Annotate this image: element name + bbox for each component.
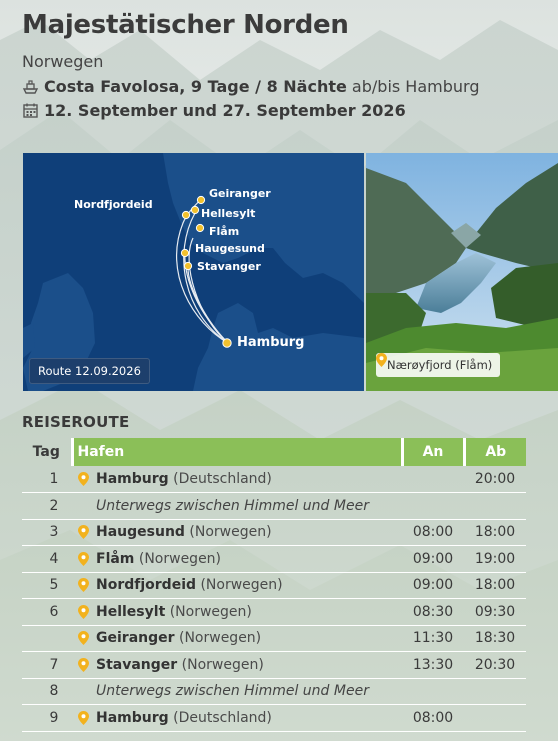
port-country: (Norwegen) [184, 524, 272, 541]
departure-cell: 18:00 [464, 519, 526, 546]
port-name: Stavanger [96, 656, 178, 673]
location-pin-icon [72, 652, 94, 679]
arrival-cell: 09:00 [402, 572, 464, 599]
map-port-label: Haugesund [195, 242, 265, 255]
dates-line [22, 101, 406, 120]
ship-name: Costa Favolosa, 9 Tage / 8 Nächte [44, 77, 347, 96]
departure-cell: 19:00 [464, 546, 526, 573]
port-country: (Deutschland) [168, 709, 272, 726]
departure-cell: 18:30 [464, 625, 526, 652]
port-cell [94, 572, 402, 599]
port-country: (Deutschland) [168, 471, 272, 487]
sea-day-note: Unterwegs zwischen Himmel und Meer [72, 678, 526, 705]
location-pin-icon [72, 572, 94, 599]
table-row [22, 705, 526, 732]
day-cell: 4 [22, 546, 72, 573]
departure-cell: 20:00 [464, 466, 526, 493]
day-cell: 2 [22, 493, 72, 520]
location-pin-icon [72, 519, 94, 546]
travel-dates: 12. September und 27. September 2026 [44, 101, 406, 120]
port-country: (Norwegen) [165, 603, 252, 620]
ship-route-suffix: ab/bis Hamburg [346, 77, 480, 96]
port-cell [94, 466, 402, 493]
arrival-cell: 11:30 [402, 625, 464, 652]
port-country: (Norwegen) [196, 577, 283, 594]
day-cell: 8 [22, 678, 72, 705]
arrival-cell: 08:00 [402, 519, 464, 546]
arrival-cell: 08:00 [402, 705, 464, 732]
port-name: Hamburg [96, 709, 169, 726]
location-pin-icon [72, 625, 94, 652]
port-name: Hellesylt [96, 603, 166, 620]
table-row [22, 625, 526, 652]
port-cell [94, 652, 402, 679]
port-name: Nordfjordeid [96, 577, 197, 594]
map-port-label: Stavanger [197, 260, 261, 273]
port-name: Flåm [96, 550, 135, 567]
port-cell [94, 519, 402, 546]
route-date-badge: Route 12.09.2026 [29, 358, 150, 384]
itinerary-heading: REISEROUTE [22, 413, 130, 431]
photo-caption: Nærøyfjord (Flåm) [387, 358, 493, 372]
ship-line [22, 77, 479, 96]
arrival-cell: 08:30 [402, 599, 464, 626]
location-pin-icon [72, 599, 94, 626]
column-header-departure: Ab [464, 438, 526, 466]
table-row [22, 572, 526, 599]
port-name: Haugesund [96, 524, 185, 541]
table-row [22, 546, 526, 573]
table-row [22, 519, 526, 546]
arrival-cell [402, 466, 464, 493]
day-cell: 7 [22, 652, 72, 679]
table-header-row [22, 438, 526, 466]
port-cell [94, 599, 402, 626]
day-cell: 9 [22, 705, 72, 732]
route-map [23, 153, 364, 391]
table-row [22, 599, 526, 626]
itinerary-table [22, 438, 526, 732]
column-header-day: Tag [32, 444, 60, 460]
location-pin-icon [72, 466, 94, 493]
day-cell: 6 [22, 599, 72, 626]
port-name: Geiranger [96, 630, 175, 647]
arrival-cell: 13:30 [402, 652, 464, 679]
location-pin-icon [72, 705, 94, 732]
departure-cell: 09:30 [464, 599, 526, 626]
map-port-label: Nordfjordeid [74, 198, 153, 211]
column-header-port: Hafen [72, 438, 402, 466]
port-country: (Norwegen) [177, 656, 264, 673]
page-title: Majestätischer Norden [22, 10, 349, 40]
day-cell: 1 [22, 466, 72, 493]
column-header-arrival: An [402, 438, 464, 466]
day-cell: 3 [22, 519, 72, 546]
day-cell [22, 625, 72, 652]
port-cell [94, 625, 402, 652]
port-country: (Norwegen) [134, 550, 222, 567]
table-row [22, 493, 526, 520]
map-port-label: Geiranger [209, 187, 271, 200]
departure-cell [464, 705, 526, 732]
map-port-label: Flåm [209, 225, 240, 238]
port-cell [94, 546, 402, 573]
map-port-label: Hamburg [237, 335, 305, 350]
fjord-photo [366, 153, 558, 391]
port-country: (Norwegen) [174, 630, 262, 647]
table-row [22, 466, 526, 493]
country-label: Norwegen [22, 52, 104, 71]
map-graphic [23, 153, 364, 391]
table-row [22, 652, 526, 679]
port-cell [94, 705, 402, 732]
photo-caption-badge [376, 353, 500, 377]
departure-cell: 18:00 [464, 572, 526, 599]
location-pin-icon [72, 546, 94, 573]
sea-day-note: Unterwegs zwischen Himmel und Meer [72, 493, 526, 520]
calendar-icon [22, 102, 39, 119]
departure-cell: 20:30 [464, 652, 526, 679]
day-cell: 5 [22, 572, 72, 599]
map-port-label: Hellesylt [201, 207, 256, 220]
port-name: Hamburg [96, 471, 169, 487]
table-row [22, 678, 526, 705]
arrival-cell: 09:00 [402, 546, 464, 573]
ship-icon [22, 78, 39, 95]
